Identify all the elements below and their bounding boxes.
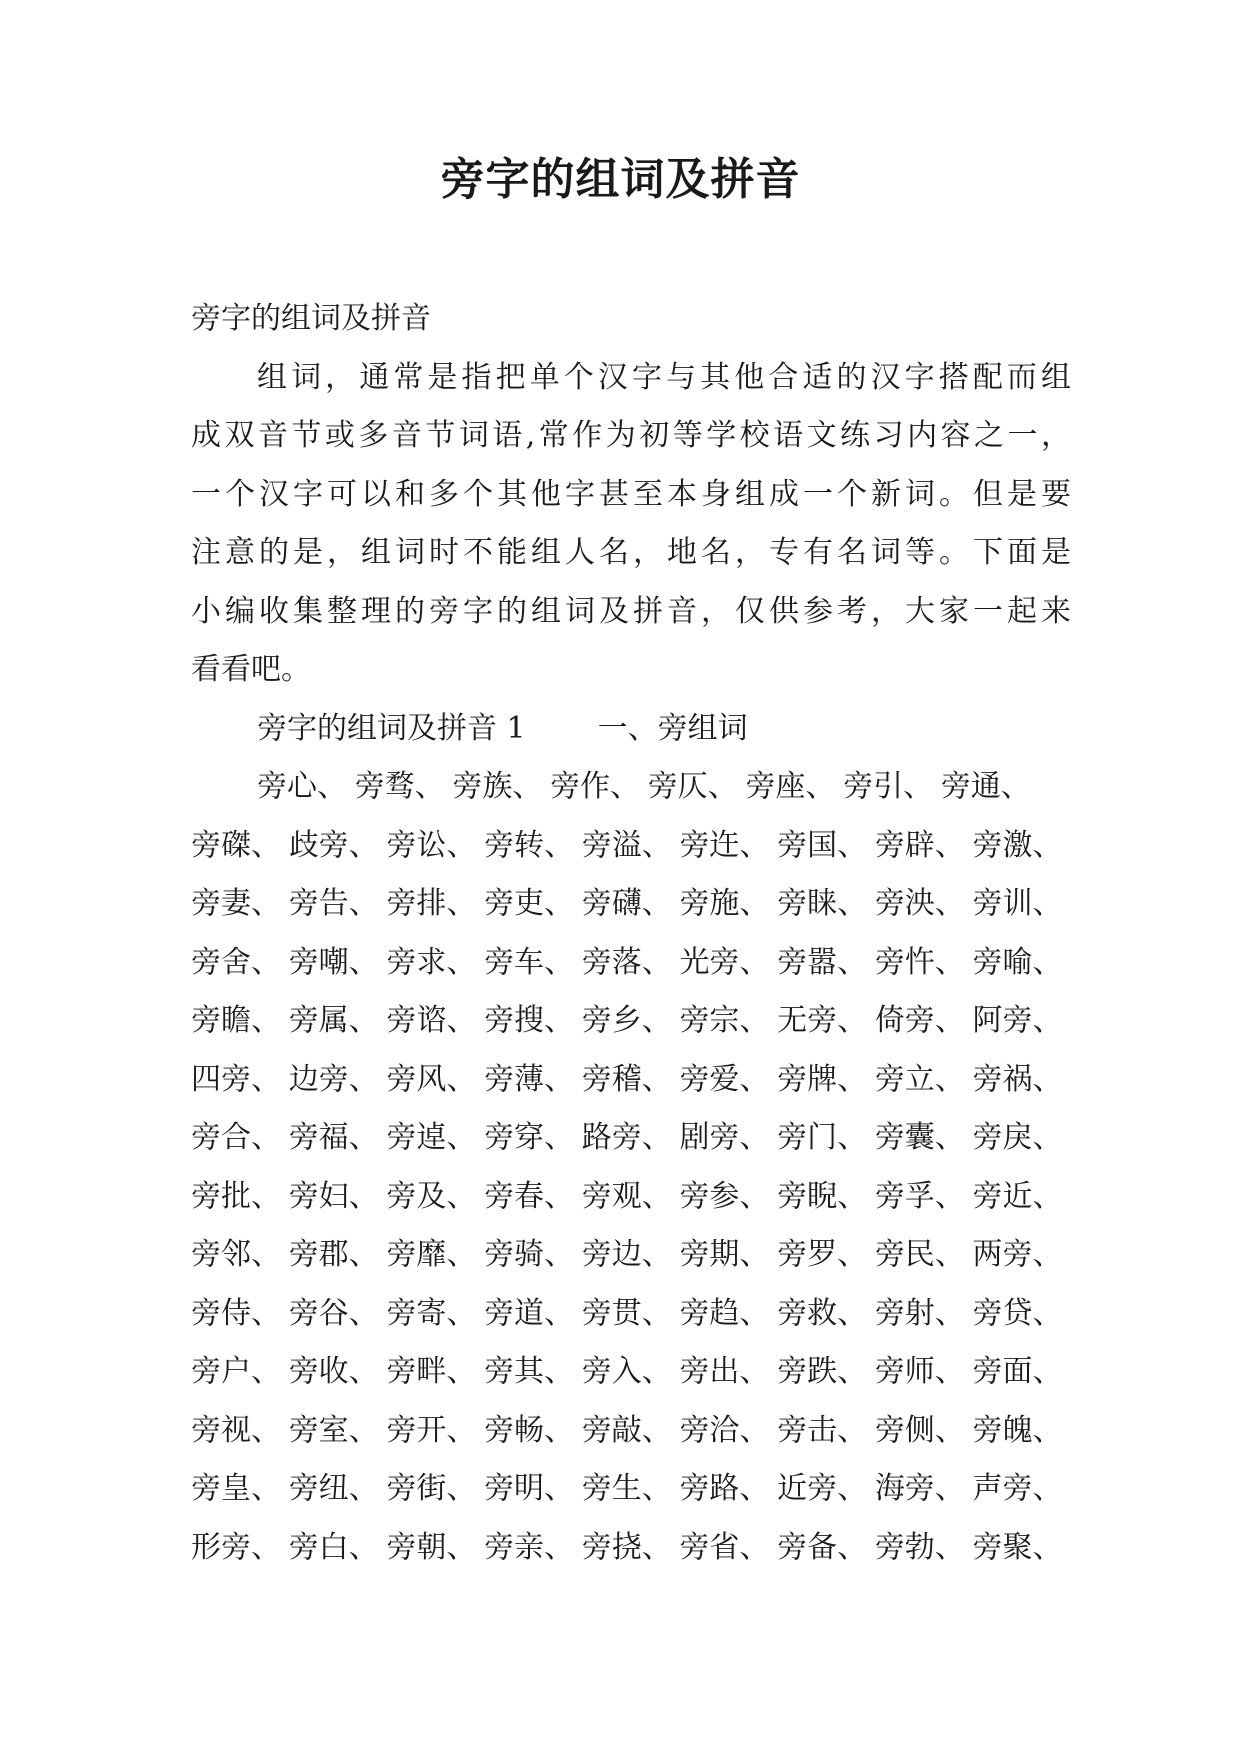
word-item: 旁畅、 (484, 1412, 575, 1448)
word-item: 旁福、 (288, 1120, 379, 1155)
word-item: 旁春、 (484, 1178, 575, 1214)
word-item: 旁贷、 (972, 1295, 1063, 1331)
word-item: 旁开、 (386, 1412, 477, 1448)
word-item: 旁生、 (581, 1471, 672, 1506)
word-item: 旁及、 (386, 1178, 477, 1214)
intro-line: 注意的是，组词时不能组人名，地名，专有名词等。下面是 (191, 535, 1071, 570)
word-item: 旁立、 (874, 1061, 965, 1097)
word-item: 旁侍、 (191, 1295, 281, 1331)
word-item: 旁通、 (940, 769, 1031, 804)
word-item: 旁邻、 (191, 1237, 281, 1272)
word-item: 旁泱、 (874, 886, 965, 921)
word-item: 旁白、 (288, 1529, 379, 1565)
word-item: 旁聚、 (972, 1529, 1063, 1565)
word-item: 旁收、 (288, 1354, 379, 1389)
word-item: 旁路、 (679, 1471, 770, 1506)
word-item: 旁室、 (288, 1412, 379, 1448)
word-item: 声旁、 (972, 1471, 1063, 1506)
intro-line: 组词，通常是指把单个汉字与其他合适的汉字搭配而组 (257, 359, 1071, 395)
word-item: 旁溢、 (581, 827, 672, 863)
word-item: 旁车、 (484, 944, 575, 980)
word-row (191, 1168, 1071, 1227)
word-item: 旁嚣、 (777, 944, 868, 980)
word-item: 旁穿、 (484, 1120, 575, 1155)
word-item: 旁其、 (484, 1354, 575, 1389)
word-item: 旁瞻、 (191, 1003, 281, 1038)
word-item: 旁辟、 (874, 827, 965, 863)
word-item: 旁稽、 (581, 1061, 672, 1097)
word-item: 旁属、 (288, 1003, 379, 1038)
word-item: 旁吏、 (484, 886, 575, 921)
section-heading: 旁字的组词及拼音 1 (257, 710, 526, 746)
word-item: 旁魄、 (972, 1412, 1063, 1448)
section-subheading: 一、旁组词 (597, 710, 748, 746)
word-item: 倚旁、 (874, 1003, 965, 1038)
word-item: 旁心、 (257, 769, 347, 804)
word-item: 旁训、 (972, 886, 1063, 921)
word-item: 旁省、 (679, 1529, 770, 1565)
word-item: 旁族、 (452, 769, 543, 804)
word-item: 边旁、 (288, 1061, 379, 1097)
word-item: 旁跌、 (777, 1354, 868, 1389)
word-item: 旁施、 (679, 886, 770, 921)
word-item: 旁作、 (550, 769, 641, 804)
word-item: 旁薄、 (484, 1061, 575, 1097)
word-item: 路旁、 (581, 1120, 672, 1155)
document-body (191, 290, 1071, 1577)
word-item: 旁忤、 (874, 944, 965, 980)
document-title: 旁字的组词及拼音 (440, 154, 801, 205)
subtitle: 旁字的组词及拼音 (191, 301, 431, 336)
section-heading-line (191, 700, 1071, 759)
word-item: 旁期、 (679, 1237, 770, 1272)
word-item: 旁面、 (972, 1354, 1063, 1389)
word-item: 旁师、 (874, 1354, 965, 1389)
word-item: 旁侧、 (874, 1412, 965, 1448)
intro-line: 一个汉字可以和多个其他字甚至本身组成一个新词。但是要 (191, 476, 1071, 512)
word-item: 旁批、 (191, 1178, 281, 1214)
word-item: 旁谘、 (386, 1003, 477, 1038)
word-row (191, 1226, 1071, 1285)
word-item: 旁纽、 (288, 1471, 379, 1506)
word-item: 旁逴、 (386, 1120, 477, 1155)
word-item: 旁搜、 (484, 1003, 575, 1038)
word-item: 海旁、 (874, 1471, 965, 1506)
word-item: 旁户、 (191, 1354, 281, 1389)
word-item: 旁救、 (777, 1295, 868, 1331)
word-item: 旁洽、 (679, 1412, 770, 1448)
word-item: 旁嘲、 (288, 944, 379, 980)
word-item: 旁皇、 (191, 1471, 281, 1506)
word-item: 四旁、 (191, 1061, 281, 1097)
word-item: 旁座、 (745, 769, 836, 804)
word-item: 旁入、 (581, 1354, 672, 1389)
word-item: 旁近、 (972, 1178, 1063, 1214)
word-item: 旁孚、 (874, 1178, 965, 1214)
word-item: 旁磔、 (191, 827, 281, 863)
word-item: 旁郡、 (288, 1237, 379, 1272)
word-item: 旁国、 (777, 827, 868, 863)
word-item: 旁礴、 (581, 886, 672, 921)
word-item: 阿旁、 (972, 1003, 1063, 1038)
word-item: 旁观、 (581, 1178, 672, 1214)
word-item: 旁骛、 (354, 769, 445, 804)
word-item: 歧旁、 (288, 827, 379, 863)
word-row (191, 934, 1071, 993)
word-item: 旁牌、 (777, 1061, 868, 1097)
word-item: 剧旁、 (679, 1120, 770, 1155)
word-item: 旁排、 (386, 886, 477, 921)
word-item: 旁引、 (843, 769, 934, 804)
word-row (191, 1460, 1071, 1519)
word-item: 旁边、 (581, 1237, 672, 1272)
word-item: 旁趋、 (679, 1295, 770, 1331)
word-item: 旁民、 (874, 1237, 965, 1272)
word-row (191, 1109, 1071, 1168)
word-item: 旁妻、 (191, 886, 281, 921)
word-item: 旁激、 (972, 827, 1063, 863)
word-item: 旁畔、 (386, 1354, 477, 1389)
word-item: 旁仄、 (647, 769, 738, 804)
word-row (191, 758, 1071, 817)
word-item: 旁迕、 (679, 827, 770, 863)
word-item: 两旁、 (972, 1237, 1063, 1272)
word-item: 旁囊、 (874, 1120, 965, 1155)
word-item: 旁风、 (386, 1061, 477, 1097)
intro-line: 小编收集整理的旁字的组词及拼音，仅供参考，大家一起来 (191, 593, 1071, 629)
word-item: 旁求、 (386, 944, 477, 980)
word-row (191, 992, 1071, 1051)
word-item: 旁参、 (679, 1178, 770, 1214)
word-item: 旁合、 (191, 1120, 281, 1155)
word-item: 旁门、 (777, 1120, 868, 1155)
word-item: 旁寄、 (386, 1295, 477, 1331)
word-row (191, 875, 1071, 934)
word-row (191, 1519, 1071, 1578)
word-item: 旁勃、 (874, 1529, 965, 1565)
word-item: 旁讼、 (386, 827, 477, 863)
word-item: 旁靡、 (386, 1237, 477, 1272)
word-item: 旁道、 (484, 1295, 575, 1331)
word-list (191, 758, 1071, 1577)
word-item: 旁乡、 (581, 1003, 672, 1038)
word-item: 旁亲、 (484, 1529, 575, 1565)
word-item: 旁爱、 (679, 1061, 770, 1097)
word-item: 旁贯、 (581, 1295, 672, 1331)
word-item: 旁出、 (679, 1354, 770, 1389)
word-row (191, 817, 1071, 876)
word-item: 旁敲、 (581, 1412, 672, 1448)
word-item: 旁街、 (386, 1471, 477, 1506)
word-item: 旁戾、 (972, 1120, 1063, 1155)
word-item: 旁告、 (288, 886, 379, 921)
word-item: 旁睐、 (777, 886, 868, 921)
word-item: 旁舍、 (191, 944, 281, 980)
word-item: 旁宗、 (679, 1003, 770, 1038)
word-item: 旁视、 (191, 1412, 281, 1448)
word-item: 旁喻、 (972, 944, 1063, 980)
word-item: 旁罗、 (777, 1237, 868, 1272)
word-item: 旁明、 (484, 1471, 575, 1506)
word-item: 旁转、 (484, 827, 575, 863)
word-item: 旁击、 (777, 1412, 868, 1448)
word-item: 光旁、 (679, 944, 770, 980)
word-row (191, 1285, 1071, 1344)
intro-line: 看看吧。 (191, 652, 311, 687)
intro-line: 成双音节或多音节词语,常作为初等学校语文练习内容之一， (191, 418, 1071, 453)
word-item: 旁骑、 (484, 1237, 575, 1272)
word-row (191, 1343, 1071, 1402)
word-row (191, 1051, 1071, 1110)
word-item: 旁谷、 (288, 1295, 379, 1331)
word-item: 旁睨、 (777, 1178, 868, 1214)
word-item: 旁落、 (581, 944, 672, 980)
word-item: 形旁、 (191, 1529, 281, 1565)
word-item: 旁备、 (777, 1529, 868, 1565)
word-item: 旁祸、 (972, 1061, 1063, 1097)
word-item: 近旁、 (777, 1471, 868, 1506)
word-item: 旁妇、 (288, 1178, 379, 1214)
word-row (191, 1402, 1071, 1461)
word-item: 无旁、 (777, 1003, 868, 1038)
word-item: 旁挠、 (581, 1529, 672, 1565)
word-item: 旁射、 (874, 1295, 965, 1331)
word-item: 旁朝、 (386, 1529, 477, 1565)
